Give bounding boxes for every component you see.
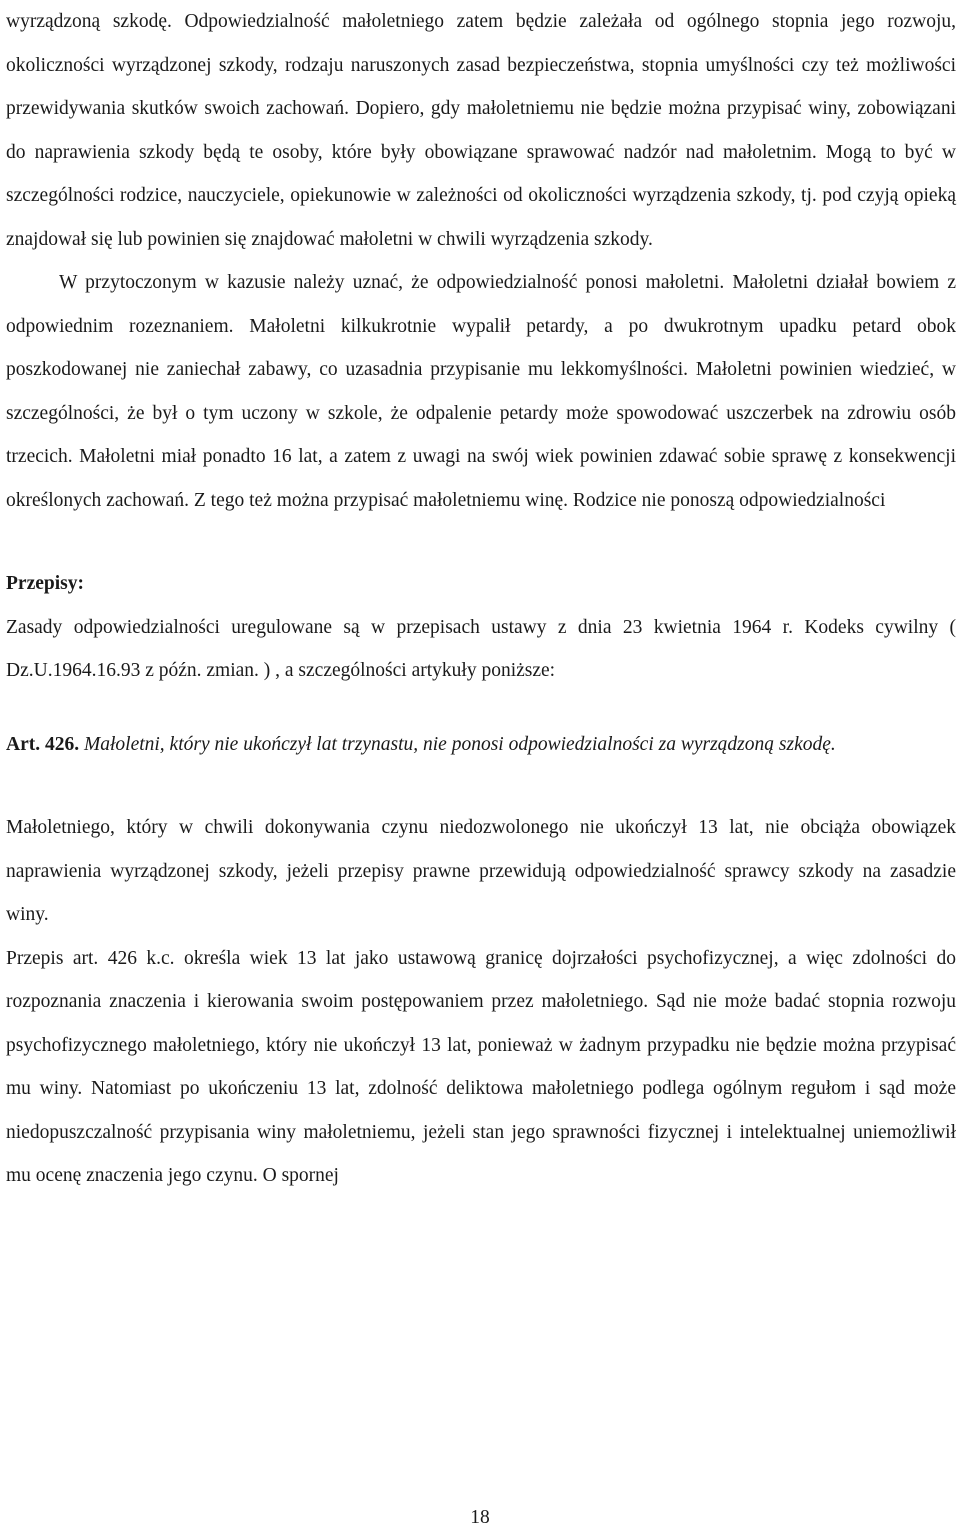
paragraph-age-threshold: Przepis art. 426 k.c. określa wiek 13 lat jako ustawową granicę dojrzałości psychofizycznej, a więc zdolności do rozpoznania znaczenia i kierowania swoim postępowaniem przez małoletniego. Sąd nie może badać stopnia rozwoju psychofizycznego małoletniego, który nie ukończył 13 lat, ponieważ w żadnym przypadku nie będzie można przypisać mu winy. Natomiast po ukończeniu 13 lat, zdolność deliktowa małoletniego podlega ogólnym regułom i sąd może niedopuszczalność przypisania winy małoletniemu, jeżeli stan jego sprawności fizycznej i intelektualnej uniemożliwił mu ocenę znaczenia jego czynu. O spornej (6, 947, 956, 1186)
page-content (6, 0, 956, 1198)
paragraph-case-analysis: W przytoczonym w kazusie należy uznać, że odpowiedzialność ponosi małoletni. Małoletni działał bowiem z odpowiednim rozeznaniem. Małoletni kilkukrotnie wypalił petardy, a po dwukrotnym upadku petard obok poszkodowanej nie zaniechał zabawy, co uzasadnia przypisanie mu lekkomyślności. Małoletni powinien wiedzieć, w szczególności, że był o tym uczony w szkole, że odpalenie petardy może spowodować uszczerbek na zdrowiu osób trzecich. Małoletni miał ponadto 16 lat, a zatem z uwagi na swój wiek powinien zdawać sobie sprawę z konsekwencji określonych zachowań. Z tego też można przypisać małoletniemu winę. Rodzice nie ponoszą odpowiedzialności (6, 272, 956, 511)
paragraph-article-commentary: Małoletniego, który w chwili dokonywania czynu niedozwolonego nie ukończył 13 lat, nie obciąża obowiązek naprawienia wyrządzonej szkody, jeżeli przepisy prawne przewidują odpowiedzialność sprawcy szkody na zasadzie winy. (6, 817, 956, 925)
article-text: Małoletni, który nie ukończył lat trzynastu, nie ponosi odpowiedzialności za wyrządzoną szkodę. (79, 733, 836, 755)
article-label: Art. 426. (6, 733, 80, 755)
section-heading-regulations: Przepisy: (6, 573, 84, 594)
paragraph-responsibility-overview: wyrządzoną szkodę. Odpowiedzialność małoletniego zatem będzie zależała od ogólnego stopnia jego rozwoju, okoliczności wyrządzonej szkody, rodzaju naruszonych zasad bezpieczeństwa, stopnia umyślności czy też możliwości przewidywania skutków swoich zachowań. Dopiero, gdy małoletniemu nie będzie można przypisać winy, zobowiązani do naprawienia szkody będą te osoby, które były obowiązane sprawować nadzór nad małoletnim. Mogą to być w szczególności rodzice, nauczyciele, opiekunowie w zależności od okoliczności wyrządzenia szkody, tj. pod czyją opieką znajdował się lub powinien się znajdować małoletni w chwili wyrządzenia szkody. (6, 11, 956, 250)
paragraph-regulations-intro: Zasady odpowiedzialności uregulowane są w przepisach ustawy z dnia 23 kwietnia 1964 r. Kodeks cywilny ( Dz.U.1964.16.93 z późn. zmian. ) , a szczególności artykuły poniższe: (6, 616, 956, 681)
page-number: 18 (470, 1507, 490, 1528)
article-426 (6, 723, 956, 767)
